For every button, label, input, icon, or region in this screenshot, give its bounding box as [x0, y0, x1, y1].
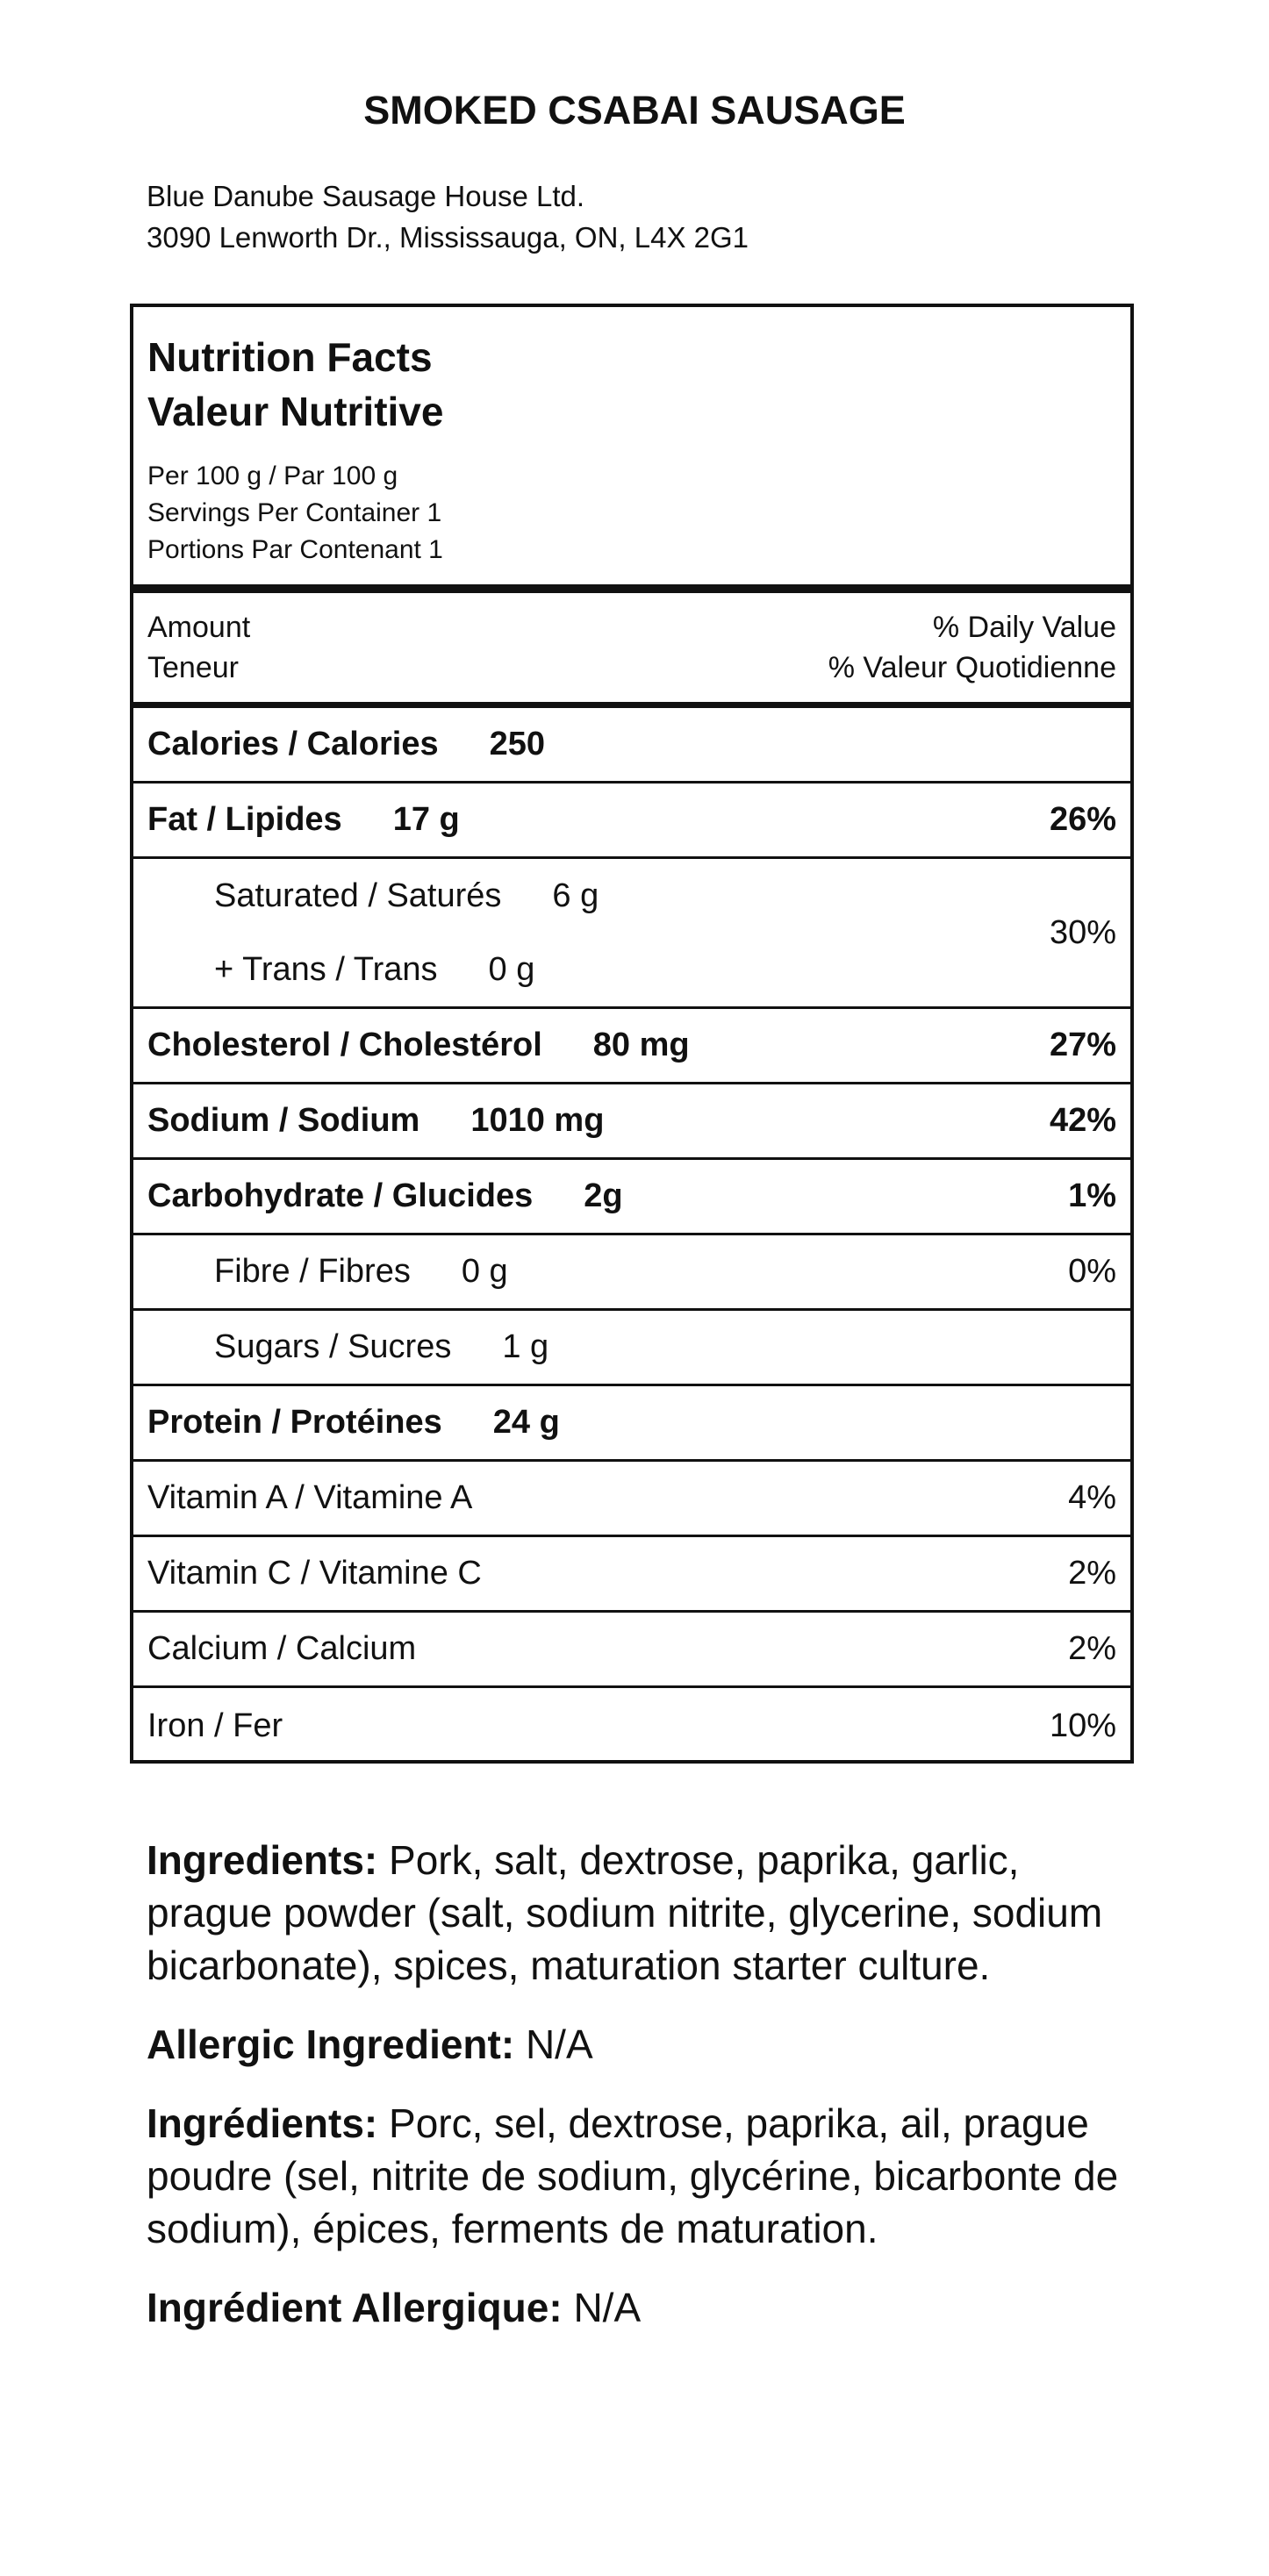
nutrient-daily-value: 0%	[1068, 1253, 1116, 1290]
nutrient-row-calcium	[133, 1613, 1130, 1688]
nutrient-amount: 0 g	[461, 1253, 508, 1290]
allergic-en-label: Allergic Ingredient:	[147, 2021, 515, 2067]
nutrient-amount: 17 g	[392, 801, 460, 838]
nutrient-daily-value: 26%	[1049, 801, 1116, 838]
nutrient-label: Fat / Lipides	[147, 801, 342, 838]
nutrient-row-iron	[133, 1688, 1130, 1764]
nutrition-header	[133, 307, 1130, 584]
nutrient-label: Carbohydrate / Glucides	[147, 1177, 534, 1214]
allergic-fr-label: Ingrédient Allergique:	[147, 2285, 563, 2330]
ingredients-section	[147, 1834, 1121, 2360]
amount-en: Amount	[147, 611, 251, 644]
company-address: 3090 Lenworth Dr., Mississauga, ON, L4X 2G1	[147, 221, 749, 254]
nutrient-row-fat	[133, 784, 1130, 859]
thick-divider	[133, 702, 1130, 708]
nutrient-row-cholesterol	[133, 1009, 1130, 1084]
nutrient-amount: 1010 mg	[470, 1102, 605, 1139]
nutrition-facts-table	[130, 304, 1134, 1764]
servings-en: Servings Per Container 1	[147, 498, 442, 527]
serving-info	[147, 458, 1116, 569]
product-title: SMOKED CSABAI SAUSAGE	[363, 88, 906, 132]
nutrient-row-vitamin-c	[133, 1537, 1130, 1613]
ingredients-fr-label: Ingrédients:	[147, 2100, 378, 2146]
nutrient-label: Calories / Calories	[147, 726, 439, 762]
nutrient-daily-value: 2%	[1068, 1555, 1116, 1592]
nutrient-label: Saturated / Saturés	[214, 877, 502, 914]
ingredients-fr	[147, 2097, 1121, 2255]
nutrient-row-fibre	[133, 1235, 1130, 1311]
nutrient-row-calories	[133, 708, 1130, 784]
nutrient-label: Cholesterol / Cholestérol	[147, 1027, 542, 1063]
nutrient-daily-value: 1%	[1068, 1177, 1116, 1214]
nutrient-amount-trans: 0 g	[488, 950, 535, 988]
allergic-en-text: N/A	[525, 2021, 593, 2067]
ingredients-en-label: Ingredients:	[147, 1837, 378, 1883]
daily-value-fr: % Valeur Quotidienne	[828, 651, 1116, 684]
nutrient-label: Protein / Protéines	[147, 1404, 442, 1441]
nutrient-label-trans: + Trans / Trans	[214, 950, 438, 988]
nutrient-amount: 6 g	[552, 877, 599, 914]
allergic-ingredient-en	[147, 2018, 1121, 2071]
allergic-fr-text: N/A	[573, 2285, 642, 2330]
nutrient-amount: 1 g	[502, 1328, 549, 1365]
daily-value-header	[133, 593, 1130, 702]
company-info	[147, 175, 749, 258]
ingredients-en	[147, 1834, 1121, 1992]
amount-heading	[147, 607, 250, 688]
nutrient-amount: 80 mg	[592, 1027, 690, 1063]
amount-fr: Teneur	[147, 651, 239, 684]
company-name: Blue Danube Sausage House Ltd.	[147, 180, 585, 212]
nutrient-amount: 24 g	[492, 1404, 560, 1441]
nutrient-label: Vitamin A / Vitamine A	[147, 1479, 473, 1516]
nutrient-amount: 2g	[584, 1177, 623, 1214]
nutrient-label: Iron / Fer	[147, 1707, 283, 1744]
nutrient-daily-value: 2%	[1068, 1630, 1116, 1667]
nutrient-label: Vitamin C / Vitamine C	[147, 1555, 482, 1592]
nutrient-label: Fibre / Fibres	[214, 1253, 411, 1290]
nutrient-label: Sodium / Sodium	[147, 1102, 420, 1139]
nutrient-daily-value: 27%	[1049, 1027, 1116, 1063]
nutrient-label: Sugars / Sucres	[214, 1328, 452, 1365]
nutrient-row-sodium	[133, 1084, 1130, 1160]
ingredients-en-text: Pork, salt, dextrose, paprika, garlic, prague powder (salt, sodium nitrite, glycerine, sodium bicarbonate), spices, maturation starter culture.	[147, 1837, 1103, 1988]
nutrient-label: Calcium / Calcium	[147, 1630, 417, 1667]
nutrient-row-vitamin-a	[133, 1462, 1130, 1537]
nutrition-title-fr: Valeur Nutritive	[147, 389, 444, 434]
nutrient-row-carbohydrate	[133, 1160, 1130, 1235]
nutrient-daily-value: 42%	[1049, 1102, 1116, 1139]
nutrient-amount: 250	[489, 726, 545, 762]
ingredients-fr-text: Porc, sel, dextrose, paprika, ail, prague poudre (sel, nitrite de sodium, glycérine, bicarbonte de sodium), épices, ferments de maturation.	[147, 2100, 1119, 2251]
nutrient-row-protein	[133, 1386, 1130, 1462]
serving-size: Per 100 g / Par 100 g	[147, 462, 398, 490]
daily-value-en: % Daily Value	[932, 611, 1116, 644]
nutrient-row-sugars	[133, 1311, 1130, 1386]
allergic-ingredient-fr	[147, 2281, 1121, 2334]
nutrient-daily-value: 4%	[1068, 1479, 1116, 1516]
daily-value-heading	[828, 607, 1116, 688]
nutrition-title-en: Nutrition Facts	[147, 334, 433, 380]
nutrient-daily-value: 30%	[1049, 913, 1116, 951]
servings-fr: Portions Par Contenant 1	[147, 535, 443, 564]
nutrient-daily-value: 10%	[1049, 1707, 1116, 1744]
nutrient-row-saturated-trans	[133, 859, 1130, 1009]
thick-divider	[133, 584, 1130, 593]
